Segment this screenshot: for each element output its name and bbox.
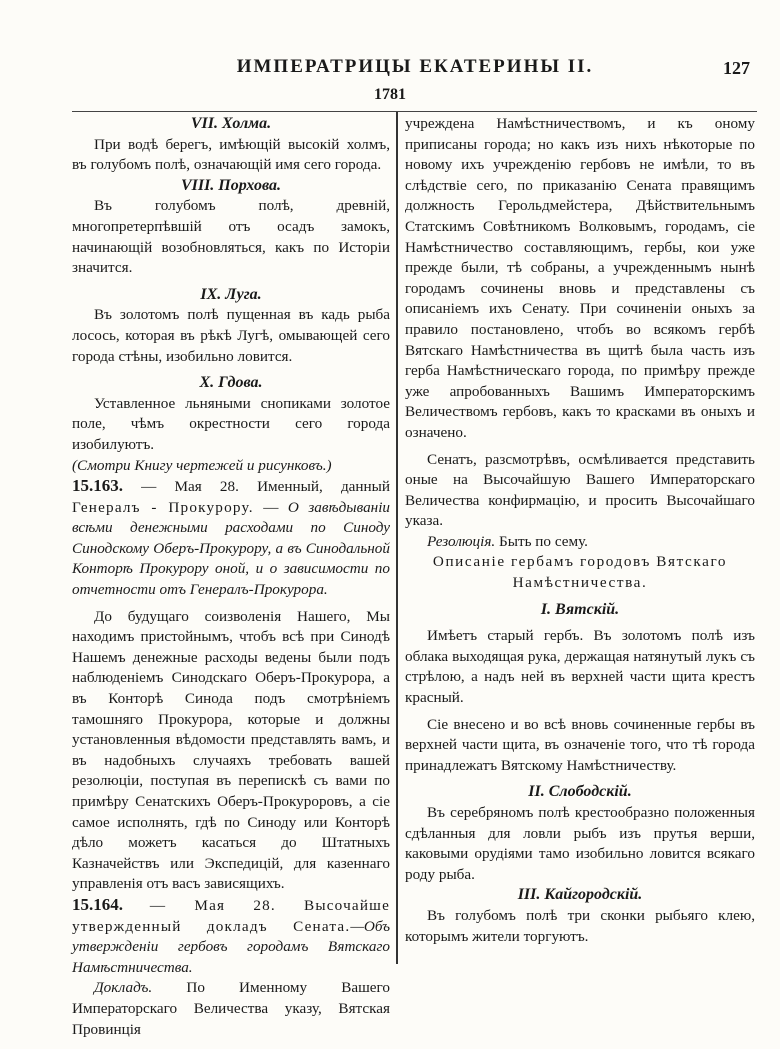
- decree-15164-heading: [72, 895, 390, 978]
- left-column: [72, 114, 390, 1040]
- reference-note: (Смотри Книгу чертежей и рисунковъ.): [72, 456, 332, 474]
- paragraph-report-continued: учреждена Намѣстничествомъ, и къ оному приписаны города; но какъ изъ нихъ нѣкоторые по новому ихъ учрежденію гербовъ не имѣли, то въ слѣдствіе сего, по приказанію Сената правящимъ должность Герольдмейстера, Дѣйствительнымъ Статскимъ Совѣтникомъ Волковымъ, городамъ, сіе Намѣстничество составляющимъ, гербы, кои уже прежде были, тѣ собраны, а учрежденнымъ нынѣ городамъ сочинены вновь и представлены съ описаніемъ ихъ Сенату. При сочиненіи оныхъ за правило постановлено, чтобъ во всякомъ гербѣ Вятскаго Намѣстничества въ щитѣ была часть изъ герба Намѣстническаго города, по примѣру прежде уже апробованныхъ Вашимъ Императорскимъ Величествомъ гербовъ, какъ то красками въ оныхъ и означено.: [405, 115, 755, 441]
- paragraph-gdov: Уставленное льняными снопиками золотое поле, чѣмъ окрестности сего города изобилуютъ.: [72, 394, 390, 453]
- resolution-label: Резолюція.: [427, 532, 496, 550]
- header-rule: [72, 111, 757, 112]
- decree-number: 15.164.: [72, 894, 123, 914]
- paragraph-porkhov: Въ голубомъ полѣ, древній, многопретерпѣвшій отъ осадъ замокъ, начинающій возобновляться, какъ по Исторіи значится.: [72, 197, 390, 277]
- year-heading: 1781: [374, 86, 406, 103]
- section-heading-porkhov: VIII. Порхова.: [180, 176, 282, 194]
- section-heading-kholm: VII. Холма.: [190, 115, 272, 132]
- decree-15163-heading: [72, 476, 390, 601]
- section-heading-kaigorodsky: III. Кайгородскій.: [517, 886, 643, 904]
- section-heading-luga: IX. Луга.: [200, 285, 262, 303]
- paragraph-vyatsky-note: Сіе внесено и во всѣ вновь сочиненные гербы въ верхней части щита, въ означеніе того, что тѣ города принадлежатъ Вятскому Намѣстничеству.: [405, 715, 755, 774]
- page-number: 127: [723, 58, 750, 78]
- decree-date: — Мая 28. Именный, данный: [141, 478, 390, 496]
- report-label: Докладъ.: [94, 979, 153, 997]
- decree-subject: —Объ утвержденіи гербовъ городамъ Вятскаго Намѣстничества.: [72, 917, 390, 976]
- paragraph-decree-15163: До будущаго соизволенія Нашего, Мы находимъ пристойнымъ, чтобъ всѣ при Синодѣ Нашемъ денежные расходы ведены были подъ наблюденіемъ Синодскаго Оберъ-Прокурора, а въ Конторѣ Синода подъ смотрѣніемъ тамошняго Прокурора, которые и должны установленныя вѣдомости представлять вамъ, и въ надобныхъ случаяхъ требовать вашей резолюціи, поступая въ перепискѣ съ вами по примѣру Сенатскихъ Оберъ-Прокуроровъ, а сіе самое исполнять, гдѣ по Синоду или Конторѣ дѣло можетъ касаться до Штатныхъ Казначействъ или Экспедицій, для казеннаго управленія отъ васъ зависящихъ.: [72, 607, 390, 893]
- running-header-title: ИМПЕРАТРИЦЫ ЕКАТЕРИНЫ II.: [236, 56, 594, 77]
- resolution-text: Быть по сему.: [499, 532, 588, 550]
- section-heading-vyatsky: I. Вятскій.: [540, 600, 620, 618]
- column-divider: [396, 112, 398, 964]
- paragraph-slobodskoy: Въ серебряномъ полѣ крестообразно положенныя сдѣланныя для ловли рыбъ изъ прутья верши, каковыми орудіями тамо изобильно ловится всякаго роду рыба.: [405, 804, 755, 883]
- decree-subject: О завѣдываніи всѣми денежными расходами по Синоду Синодскому Оберъ-Прокурору, а въ Синодальной Конторѣ Прокурору оной, и о зависимости по отчетности отъ Генералъ-Прокурора.: [72, 498, 391, 599]
- paragraph-kaigorodsky: Въ голубомъ полѣ три сконки рыбьяго клею, которымъ жители торгуютъ.: [405, 906, 755, 945]
- section-heading-gdov: X. Гдова.: [199, 374, 263, 392]
- resolution-line: [405, 532, 755, 553]
- paragraph-kholm: При водѣ берегъ, имѣющій высокій холмъ, въ голубомъ полѣ, означающій имя сего города.: [72, 135, 390, 174]
- paragraph-senate: Сенатъ, разсмотрѣвъ, осмѣливается представить оные на Высочайшую Вашего Императорскаго Величества конфирмацію, и просить Высочайшаго указа.: [405, 450, 755, 530]
- decree-number: 15.163.: [72, 476, 123, 496]
- report-text: По Именному Вашего Императорскаго Величества указу, Вятская Провинція: [72, 979, 390, 1038]
- section-heading-slobodskoy: II. Слободскій.: [528, 783, 632, 801]
- paragraph-report-start: [72, 978, 390, 1040]
- decree-date: — Мая 28. Высочайше утвержденный докладъ Сената.: [72, 896, 391, 935]
- paragraph-vyatsky: Имѣетъ старый гербъ. Въ золотомъ полѣ изъ облака выходящая рука, держащая натянутый лукъ съ стрѣлою, а надъ ней въ верхней части щита крестъ красный.: [405, 627, 755, 707]
- decree-addressee: Генералъ - Прокурору.: [72, 498, 254, 516]
- decree-dash: —: [263, 498, 288, 516]
- description-heading: Описаніе гербамъ городовъ Вятскаго Намѣстничества.: [432, 553, 728, 592]
- right-column: [405, 114, 755, 947]
- paragraph-luga: Въ золотомъ полѣ пущенная въ кадь рыба лосось, которая въ рѣкѣ Лугѣ, омывающей сего города стѣны, изобильно ловится.: [72, 306, 390, 365]
